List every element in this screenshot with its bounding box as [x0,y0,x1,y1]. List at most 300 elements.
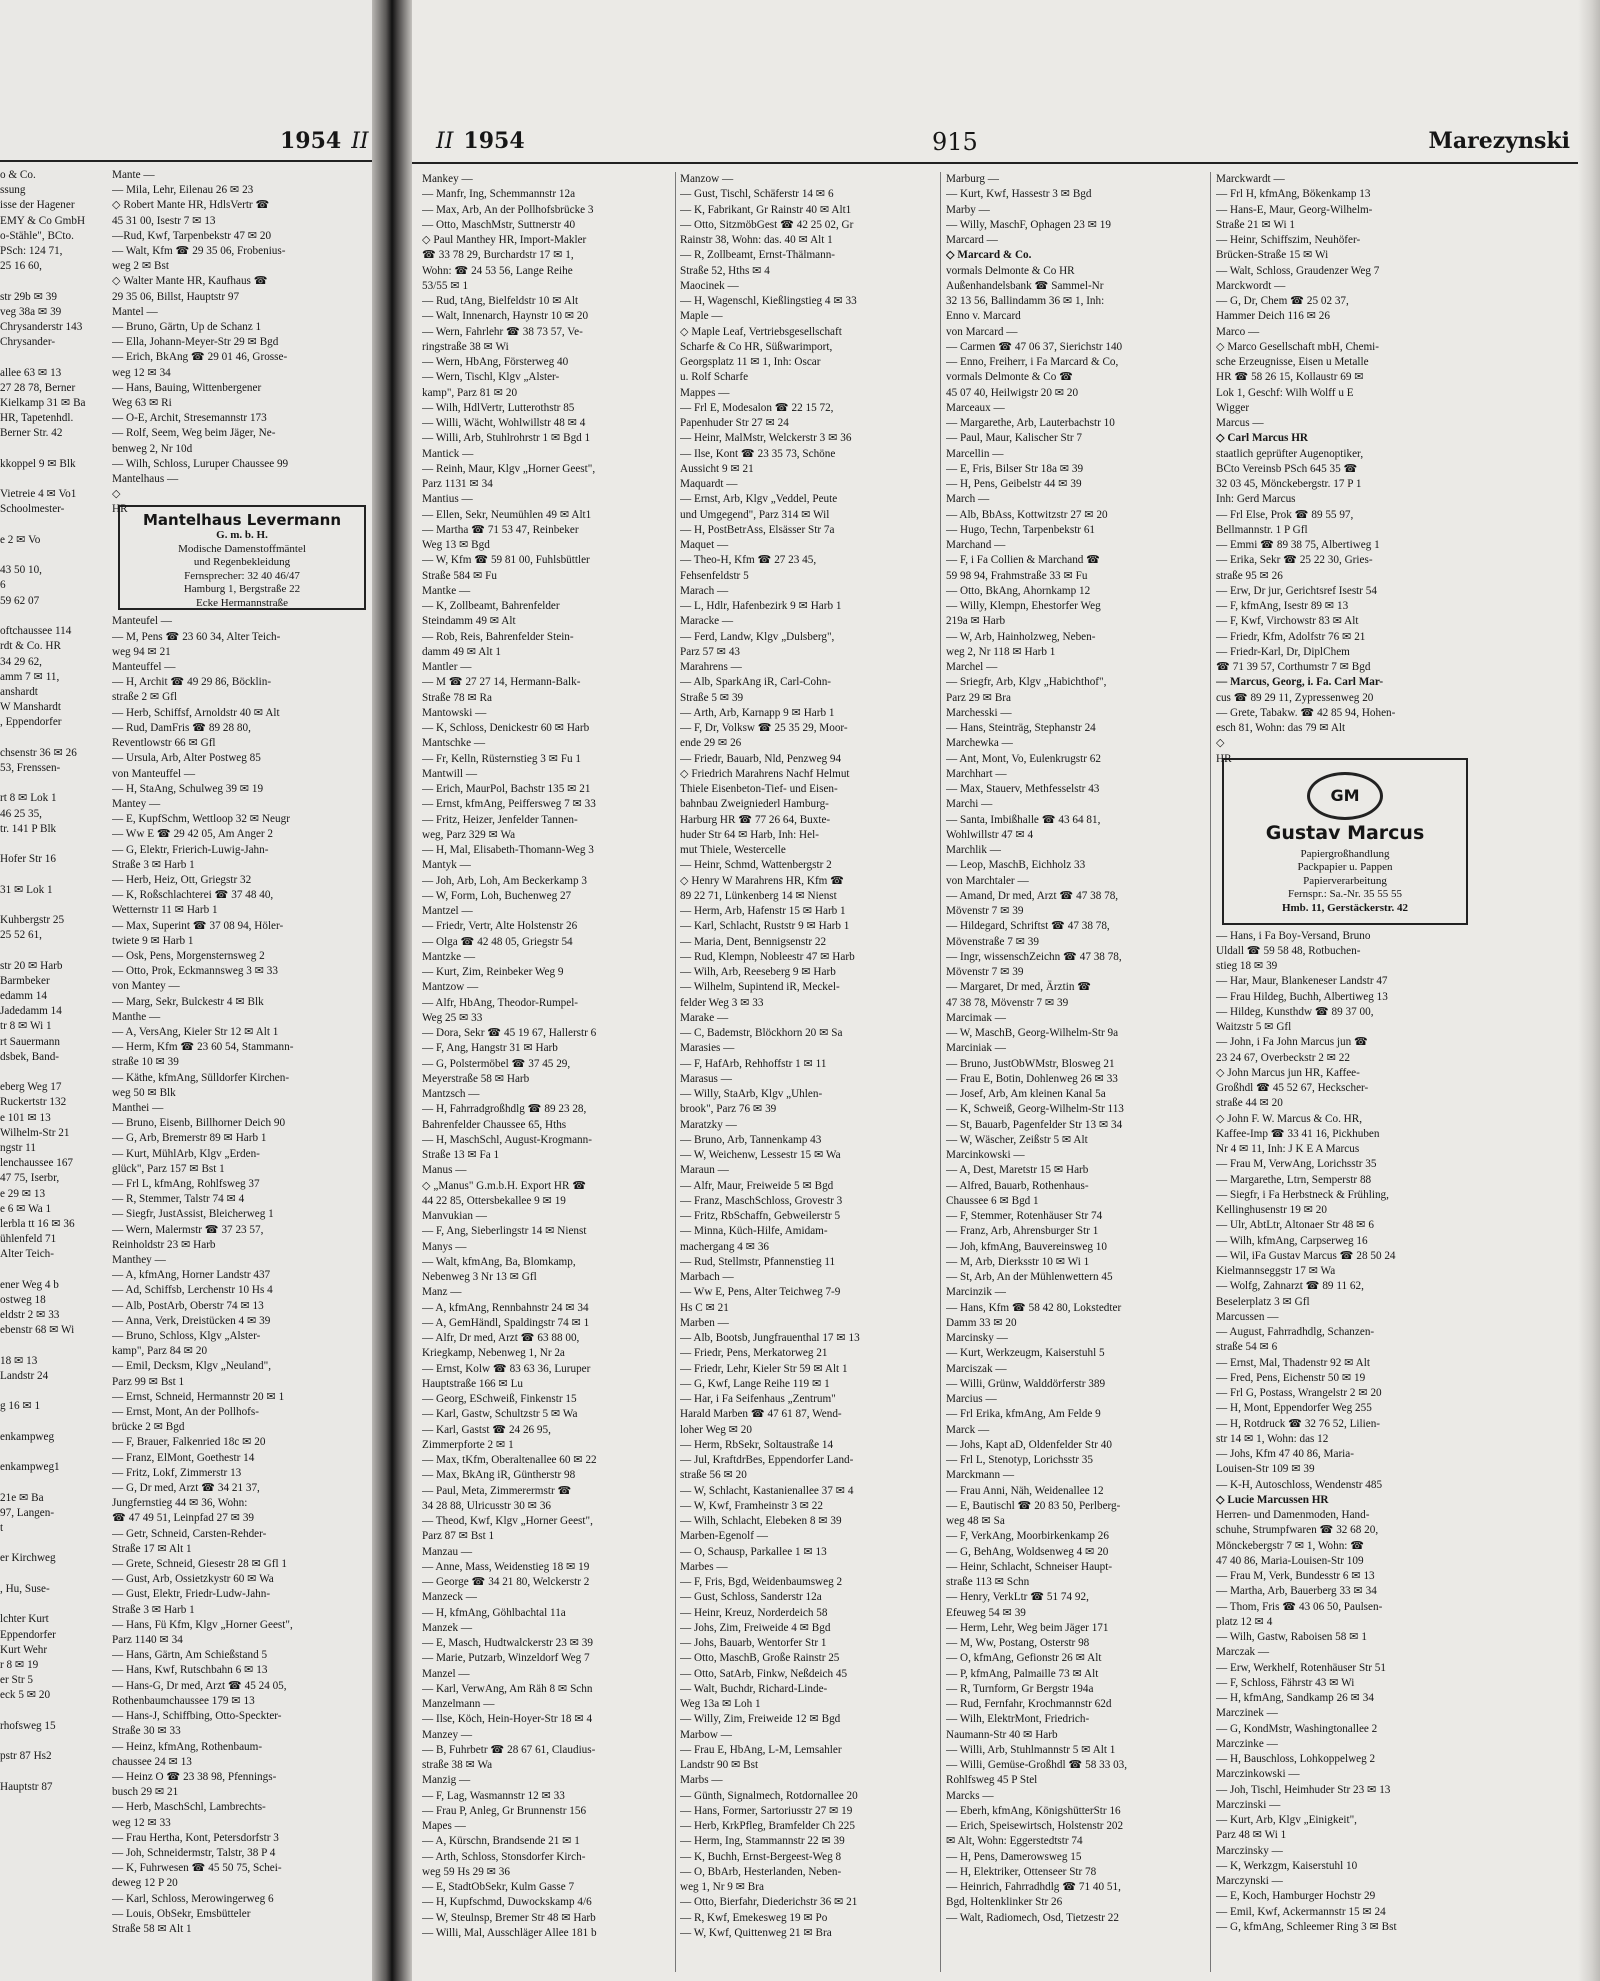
directory-entry: ◇ Paul Manthey HR, Import-Makler [422,234,587,246]
directory-entry: ostweg 18 [0,1294,46,1307]
directory-entry: — Hans-J, Schiffbing, Otto-Speckter- [112,1710,282,1723]
directory-entry: — Käthe, kfmAng, Sülldorfer Kirchen- [112,1071,290,1084]
directory-entry: platz 12 ✉ 4 [1216,1615,1273,1628]
right-page [412,0,1600,1981]
directory-entry: — Sriegfr, Arb, Klgv „Habichthof", [946,676,1107,689]
directory-entry: — Margaret, Dr med, Ärztin ☎ [946,981,1092,994]
surname-heading: Mante — [112,169,155,181]
directory-entry [0,1475,110,1490]
directory-entry: — Martha ☎ 71 53 47, Reinbeker [422,523,579,536]
surname-heading: Manz — [422,1286,462,1299]
directory-entry: Ruckertstr 132 [0,1096,67,1109]
surname-heading: Mantzow — [422,981,479,994]
surname-heading: Marcinsky — [946,1332,1008,1344]
directory-entry: — M ☎ 27 27 14, Hermann-Balk- [422,676,581,689]
surname-heading: Mantzsch — [422,1088,480,1100]
surname-heading: Marchewka — [946,737,1013,750]
directory-entry: — Hans, Fü Kfm, Klgv „Horner Geest", [112,1618,293,1631]
directory-entry: — E, Koch, Hamburger Hochstr 29 [1216,1890,1376,1903]
gustav-marcus-ad [1222,758,1468,925]
directory-entry: — Georg, ESchweiß, Finkenstr 15 [422,1393,577,1405]
directory-entry: — F, Ang, Sieberlingstr 14 ✉ Nienst [422,1225,587,1238]
directory-entry: — Hans, Former, Sartoriusstr 27 ✉ 19 [680,1804,853,1817]
directory-entry: — Walt, Buchdr, Richard-Linde- [680,1682,828,1695]
directory-entry: — G, BehAng, Woldsenweg 4 ✉ 20 [946,1545,1109,1558]
directory-entry: Kuhbergstr 25 [0,913,65,926]
directory-entry: edamm 14 [0,989,47,1002]
directory-entry: — Kurt, Zim, Reinbeker Weg 9 [422,966,564,978]
directory-entry: , Hu, Suse- [0,1582,50,1595]
directory-entry: ☎ 71 39 57, Corthumstr 7 ✉ Bgd [1216,661,1371,673]
directory-entry: — F, Fris, Bgd, Weidenbaumsweg 2 [680,1576,843,1588]
guide-word: Marezynski [1428,128,1570,154]
directory-entry: — Erich, Speisewirtsch, Holstenstr 202 [946,1820,1124,1832]
directory-entry: vormals Delmonte & Co ☎ [946,371,1074,384]
directory-entry: — R, Zollbeamt, Ernst-Thälmann- [680,249,836,262]
directory-entry [0,350,110,365]
surname-heading: Mantyk — [422,859,471,872]
directory-entry: o & Co. [0,169,36,181]
directory-entry: — Gust, Arb, Ossietzkystr 60 ✉ Wa [112,1573,274,1586]
directory-entry: — W, Weichenw, Lessestr 15 ✉ Wa [680,1149,841,1161]
surname-heading: Mantzke — [422,950,476,963]
directory-entry [0,867,110,882]
directory-entry: — Henry, VerkLtr ☎ 51 74 92, [946,1591,1089,1604]
surname-heading: Maple — [680,310,723,323]
directory-entry: — Frau Hertha, Kont, Petersdorfstr 3 [112,1831,279,1844]
directory-entry: — Max, Arb, An der Pollhofsbrücke 3 [422,203,594,216]
directory-entry: — Max, tKfm, Oberaltenallee 60 ✉ 22 [422,1454,597,1466]
directory-entry: — Joh, kfmAng, Bauvereinsweg 10 [946,1240,1107,1253]
directory-entry: — Erich, BkAng ☎ 29 01 46, Grosse- [112,351,288,364]
directory-column-1 [422,172,674,1941]
directory-entry: Rothenbaumchaussee 179 ✉ 13 [112,1694,255,1707]
directory-entry: Mövenstr 7 ✉ 39 [946,905,1024,917]
directory-entry: 34 28 88, Ulricusstr 30 ✉ 36 [422,1499,552,1512]
directory-entry: Papenhuder Str 27 ✉ 24 [680,417,789,429]
left-main-column [112,168,366,1937]
directory-entry: weg 94 ✉ 21 [112,645,171,658]
column-divider [940,172,941,1972]
directory-entry: — Herb, Schiffsf, Arnoldstr 40 ✉ Alt [112,706,280,719]
directory-entry: — Fritz, Heizer, Jenfelder Tannen- [422,813,578,826]
directory-entry: 31 ✉ Lok 1 [0,883,53,896]
directory-entry: — Otto, SatArb, Finkw, Neßdeich 45 [680,1667,848,1680]
directory-entry: — Santa, Imbißhalle ☎ 43 64 81, [946,813,1101,826]
directory-entry: ener Weg 4 b [0,1278,59,1291]
directory-entry: ◇ Henry W Marahrens HR, Kfm ☎ [680,874,845,887]
directory-entry: lerbla tt 16 ✉ 36 [0,1218,75,1231]
surname-heading: Manus — [422,1164,467,1177]
directory-entry: glück", Parz 157 ✉ Bst 1 [112,1162,225,1175]
directory-entry: — Jul, KraftdrBes, Eppendorfer Land- [680,1454,854,1466]
directory-entry: — Willy, Zim, Freiweide 12 ✉ Bgd [680,1713,841,1726]
surname-heading: Mantius — [422,493,473,506]
surname-heading: Maraun — [680,1164,729,1177]
directory-entry: — Hans, Bauing, Wittenbergener [112,381,262,394]
directory-entry [0,1065,110,1080]
directory-entry: Uldall ☎ 59 58 48, Rotbuchen- [1216,944,1361,957]
directory-entry: — G, Elektr, Frierich-Luwig-Jahn- [112,843,269,856]
directory-entry: — E, Masch, Hudtwalckerstr 23 ✉ 39 [422,1637,593,1649]
directory-entry: Aussicht 9 ✉ 21 [680,462,754,475]
page-edge [1578,0,1600,1981]
directory-entry: — Wilh, HdlVertr, Lutterothstr 85 [422,401,575,414]
directory-entry: Kielkamp 31 ✉ Ba [0,397,86,410]
directory-entry: — E, StadtObSekr, Kulm Gasse 7 [422,1881,575,1893]
directory-entry: Steindamm 49 ✉ Alt [422,615,516,628]
directory-entry: chsenstr 36 ✉ 26 [0,746,77,759]
directory-entry: Chaussee 6 ✉ Bgd 1 [946,1194,1039,1207]
directory-entry: — Alb, PostArb, Oberstr 74 ✉ 13 [112,1299,264,1312]
directory-entry: 43 50 10, [0,564,42,577]
directory-entry: — Walt, Innenarch, Haynstr 10 ✉ 20 [422,310,589,323]
directory-entry: Wohlwillstr 47 ✉ 4 [946,828,1034,841]
directory-entry: Straße 21 ✉ Wi 1 [1216,218,1295,231]
directory-entry: — Frl E, Modesalon ☎ 22 15 72, [680,401,834,414]
directory-entry: Wilhelm-Str 21 [0,1126,70,1139]
left-page-year: 1954 [280,128,342,154]
surname-heading: Mantowski — [422,706,487,719]
directory-entry: — Willi, Arb, Stuhlrohrstr 1 ✉ Bgd 1 [422,432,591,445]
surname-heading: Marbs — [680,1774,723,1787]
directory-entry: ende 29 ✉ 26 [680,737,742,750]
directory-entry [0,1734,110,1749]
surname-heading: Marcimak — [946,1011,1006,1024]
directory-entry: — Alfred, Bauarb, Rothenhaus- [946,1179,1089,1192]
surname-heading: Manteuffel — [112,661,176,674]
directory-entry: weg 50 ✉ Blk [112,1086,176,1099]
directory-entry: — Dora, Sekr ☎ 45 19 67, Hallerstr 6 [422,1027,597,1039]
directory-entry: — Hildegard, Schriftst ☎ 47 38 78, [946,920,1110,933]
directory-entry: — A, kfmAng, Rennbahnstr 24 ✉ 34 [422,1301,589,1314]
directory-entry: weg, Parz 329 ✉ Wa [422,828,516,841]
directory-entry: Straße 3 ✉ Harb 1 [112,858,195,871]
directory-entry: 21e ✉ Ba [0,1491,44,1504]
right-page-year: 1954 [463,128,525,154]
directory-entry: — Bruno, Eisenb, Billhorner Deich 90 [112,1117,286,1130]
directory-entry: Brücken-Straße 15 ✉ Wi [1216,249,1329,262]
directory-entry: — Mila, Lehr, Eilenau 26 ✉ 23 [112,184,254,197]
directory-entry: — M, Arb, Dierksstr 10 ✉ Wi 1 [946,1255,1090,1268]
directory-entry: — M, Ww, Postang, Osterstr 98 [946,1637,1090,1649]
directory-entry: — W, Steulnsp, Bremer Str 48 ✉ Harb [422,1911,596,1924]
directory-entry: — Franz, MaschSchloss, Grovestr 3 [680,1194,843,1207]
directory-entry: — Ella, Johann-Meyer-Str 29 ✉ Bgd [112,336,279,349]
directory-entry: — Heinrich, Fahrradhdlg ☎ 71 40 51, [946,1881,1121,1893]
directory-entry: 44 22 85, Ottersbekallee 9 ✉ 19 [422,1194,566,1207]
directory-entry: — Hugo, Techn, Tarpenbekstr 61 [946,523,1096,536]
directory-entry [0,1567,110,1582]
directory-entry: — Rob, Reis, Bahrenfelder Stein- [422,630,574,643]
directory-entry: — Frau M, Verk, Bundesstr 6 ✉ 13 [1216,1570,1375,1582]
directory-entry: r 8 ✉ 19 [0,1658,39,1671]
directory-entry: dsbek, Band- [0,1050,60,1063]
directory-entry: chaussee 24 ✉ 13 [112,1755,192,1768]
directory-entry [0,731,110,746]
directory-column-2 [680,172,932,1941]
directory-entry: — Walt, Schloss, Graudenzer Weg 7 [1216,264,1380,277]
directory-entry: — Willy, Klempn, Ehestorfer Weg [946,600,1101,612]
directory-entry: Rainstr 38, Wohn: das. 40 ✉ Alt 1 [680,234,833,246]
directory-entry: — Carmen ☎ 47 06 37, Sierichstr 140 [946,340,1123,353]
directory-entry: eldstr 2 ✉ 33 [0,1309,60,1322]
directory-entry: Parz 1131 ✉ 34 [422,478,493,490]
directory-entry: — Ursula, Arb, Alter Postweg 85 [112,752,261,765]
surname-heading: Mantzel — [422,905,473,917]
directory-entry: — Otto, SitzmöbGest ☎ 42 25 02, Gr [680,218,854,231]
directory-entry: — Willi, Grünw, Walddörferstr 389 [946,1377,1106,1390]
surname-heading: Marcks — [946,1789,994,1802]
directory-entry: — Hans, i Fa Boy-Versand, Bruno [1216,929,1371,942]
directory-entry: — Johs, Kapt aD, Oldenfelder Str 40 [946,1438,1112,1451]
directory-entry: allee 63 ✉ 13 [0,366,62,379]
surname-heading: Manteufel — [112,615,172,628]
directory-entry: ☎ 33 78 29, Burchardstr 17 ✉ 1, [422,249,574,262]
directory-entry: Damm 33 ✉ 20 [946,1316,1017,1329]
directory-entry: — W, MaschB, Georg-Wilhelm-Str 9a [946,1027,1119,1039]
surname-heading: Manthei — [112,1101,164,1114]
directory-entry: — Ilse, Köch, Hein-Hoyer-Str 18 ✉ 4 [422,1713,593,1726]
directory-entry: — Kurt, Werkzeugm, Kaiserstuhl 5 [946,1347,1105,1360]
left-page-volume: II [351,129,369,154]
directory-entry: Rohlfsweg 45 P Stel [946,1774,1038,1787]
surname-heading: Marahrens — [680,661,742,673]
directory-entry: esch 81, Wohn: das 79 ✉ Alt [1216,722,1346,734]
surname-heading: Marchel — [946,661,998,673]
directory-entry: — Alb, SparkAng iR, Carl-Cohn- [680,676,832,689]
directory-entry: kamp", Parz 81 ✉ 20 [422,386,518,399]
left-fragment-column [0,168,110,1795]
directory-entry: — Rud, DamFris ☎ 89 28 80, [112,721,251,734]
directory-entry: — Rud, Klempn, Nobleestr 47 ✉ Harb [680,950,855,963]
directory-entry: — W, Kfm ☎ 59 81 00, Fuhlsbüttler [422,554,590,567]
directory-entry: — Herm, Ing, Stammannstr 22 ✉ 39 [680,1835,845,1848]
directory-entry: — Margarethe, Arb, Lauterbachstr 10 [946,417,1115,429]
directory-entry: Nr 4 ✉ 11, Inh: J K E A Marcus [1216,1143,1360,1155]
surname-heading: Marczinski — [1216,1798,1281,1811]
directory-entry: vormals Delmonte & Co HR [946,264,1075,277]
directory-entry: Zimmerpforte 2 ✉ 1 [422,1438,514,1451]
surname-heading: Mappes — [680,386,730,399]
surname-heading: Marczinkowski — [1216,1768,1300,1781]
directory-entry: straße 56 ✉ 20 [680,1469,747,1482]
directory-entry [0,776,110,791]
directory-entry: — F, Schloss, Fährstr 43 ✉ Wi [1216,1676,1355,1689]
directory-entry: — F, kfmAng, Isestr 89 ✉ 13 [1216,600,1349,612]
directory-entry: stieg 18 ✉ 39 [1216,960,1278,972]
directory-entry: — Herb, KrkPfleg, Bramfelder Ch 225 [680,1820,855,1832]
ad-margin-label: HR [112,503,128,516]
directory-entry: — Marg, Sekr, Bulckestr 4 ✉ Blk [112,995,264,1008]
directory-entry: — Heinr, Schmd, Wattenbergstr 2 [680,859,832,872]
directory-entry: — Frl L, Stenotyp, Lorichsstr 35 [946,1454,1093,1466]
right-page-volume: II [436,129,454,154]
directory-entry: — H, Pens, Geibelstr 44 ✉ 39 [946,478,1082,490]
directory-entry: — Frl Else, Prok ☎ 89 55 97, [1216,508,1354,521]
directory-entry: — G, Dr med, Arzt ☎ 34 21 37, [112,1482,260,1495]
surname-heading: Marbes — [680,1560,728,1573]
directory-entry: str 29b ✉ 39 [0,290,57,303]
directory-entry: — Frl G, Postass, Wrangelstr 2 ✉ 20 [1216,1387,1382,1399]
ad-address: Hmb. 11, Gerstäckerstr. 42 [1281,901,1409,914]
directory-entry: 25 52 61, [0,929,42,942]
directory-entry: — Rud, Fernfahr, Krochmannstr 62d [946,1698,1112,1710]
directory-entry: — E, Bautischl ☎ 20 83 50, Perlberg- [946,1499,1121,1512]
directory-entry: HR ☎ 58 26 15, Kollaustr 69 ✉ [1216,371,1364,384]
directory-entry: Großhdl ☎ 45 52 67, Heckscher- [1216,1082,1369,1094]
directory-entry: Efeuweg 54 ✉ 39 [946,1606,1026,1619]
directory-entry: — Joh, Schneidermstr, Talstr, 38 P 4 [112,1846,276,1859]
directory-entry: ✉ Alt, Wohn: Eggerstedtstr 74 [946,1835,1083,1848]
ad-line: Hamburg 1, Bergstraße 22 [183,583,301,596]
directory-entry: Weg 13a ✉ Loh 1 [680,1698,761,1710]
directory-entry: Weg 63 ✉ Ri [112,397,172,410]
directory-entry: — Har, Maur, Blankeneser Landstr 47 [1216,975,1388,988]
directory-entry: Naumann-Str 40 ✉ Harb [946,1728,1058,1741]
directory-entry: — Hans, Kfm ☎ 58 42 80, Lokstedter [946,1301,1122,1314]
directory-entry: er Str 5 [0,1674,33,1687]
directory-entry: Parz 48 ✉ Wi 1 [1216,1829,1287,1842]
directory-entry: straße 113 ✉ Schn [946,1576,1030,1588]
directory-entry: straße 38 ✉ Wa [422,1759,493,1771]
surname-heading: Marczinsky — [1216,1844,1283,1857]
directory-entry: EMY & Co GmbH [0,214,86,227]
surname-heading: Marburg — [946,173,999,185]
directory-entry: e 101 ✉ 13 [0,1111,51,1124]
directory-entry: tr. 141 P Blk [0,822,57,835]
directory-entry: und Umgegend", Parz 314 ✉ Wil [680,508,830,521]
directory-entry [0,1536,110,1551]
directory-entry: — Rud, tAng, Bielfeldstr 10 ✉ Alt [422,295,579,307]
directory-entry: Vietreie 4 ✉ Vo1 [0,488,77,501]
directory-entry: — Karl, Gastw, Schultzstr 5 ✉ Wa [422,1408,578,1421]
ad-line: Fernsprecher: 32 40 46/47 [184,569,300,582]
directory-entry: Enno v. Marcard [946,310,1021,323]
directory-entry: — Franz, ElMont, Goethestr 14 [112,1451,255,1464]
directory-entry: ngstr 11 [0,1142,36,1154]
directory-entry [0,1339,110,1354]
directory-entry [0,1263,110,1278]
directory-entry: — Ellen, Sekr, Neumühlen 49 ✉ Alt1 [422,508,592,521]
directory-entry: 18 ✉ 13 [0,1354,38,1367]
directory-entry: — Reinh, Maur, Klgv „Horner Geest", [422,462,596,475]
directory-entry: ssung [0,184,26,197]
directory-entry: — H, kfmAng, Göhlbachtal 11a [422,1606,566,1619]
directory-entry: — Johs, Kfm 47 40 86, Maria- [1216,1448,1354,1460]
directory-entry: — Friedr, Kfm, Adolfstr 76 ✉ 21 [1216,630,1366,643]
directory-entry: Parz 87 ✉ Bst 1 [422,1530,495,1543]
directory-entry: — Herb, MaschSchl, Lambrechts- [112,1801,266,1814]
ad-line: Papierverarbeitung [1303,874,1387,887]
directory-entry: — Karl, VerwAng, Am Räh 8 ✉ Schn [422,1682,593,1695]
directory-entry: ◇ Friedrich Marahrens Nachf Helmut [680,767,850,780]
surname-heading: Marcellin — [946,447,1004,460]
directory-entry: — Wilh, Schloss, Luruper Chaussee 99 [112,457,289,470]
directory-entry: str 14 ✉ 1, Wohn: das 12 [1216,1432,1329,1445]
directory-entry: — Johs, Bauarb, Wentorfer Str 1 [680,1637,827,1649]
directory-entry: 53/55 ✉ 1 [422,279,469,292]
directory-entry: — Joh, Arb, Loh, Am Beckerkamp 3 [422,874,587,887]
directory-entry: — Frau M, VerwAng, Lorichsstr 35 [1216,1158,1377,1171]
directory-entry: Wohn: ☎ 24 53 56, Lange Reihe [422,264,573,277]
directory-entry: Hammer Deich 116 ✉ 26 [1216,310,1330,323]
directory-entry: ◇ [112,488,121,501]
directory-entry: — Ilse, Kont ☎ 23 35 73, Schöne [680,447,836,460]
directory-entry: — Wilh, Arb, Reeseberg 9 ✉ Harb [680,966,836,978]
directory-entry: — Heinr, Schlacht, Schneiser Haupt- [946,1560,1113,1573]
directory-entry [0,1415,110,1430]
directory-entry: Parz 99 ✉ Bst 1 [112,1375,185,1388]
directory-entry: — Hans, Gärtn, Am Schießstand 5 [112,1649,268,1662]
directory-entry: — Karl, Gastst ☎ 24 26 95, [422,1423,551,1436]
directory-entry: — Wern, HbAng, Försterweg 40 [422,356,569,368]
directory-entry: Außenhandelsbank ☎ Sammel-Nr [946,279,1104,292]
surname-heading: March — [946,493,990,506]
directory-entry: ◇ [1216,737,1225,750]
directory-entry [0,1597,110,1612]
logo-letters: GM [1330,785,1360,805]
directory-entry: — Fr, Kelln, Rüsternstieg 3 ✉ Fu 1 [422,752,582,765]
directory-entry: Scharfe & Co HR, Süßwarimport, [680,340,833,353]
directory-entry: — Otto, MaschMstr, Suttnerstr 40 [422,218,576,231]
directory-entry: schuhe, Strumpfwaren ☎ 32 68 20, [1216,1524,1379,1537]
directory-entry: Wigger [1216,401,1250,414]
directory-entry: — Fritz, RbSchaffn, Gebweilerstr 5 [680,1210,841,1222]
directory-entry: — O-E, Archit, Stresemannstr 173 [112,412,267,425]
directory-entry: — Heinz O ☎ 23 38 98, Pfennings- [112,1770,277,1783]
directory-entry: — Herb, Heiz, Ott, Griegstr 32 [112,873,252,886]
surname-heading: Manvukian — [422,1210,487,1222]
directory-entry: Meyerstraße 58 ✉ Harb [422,1072,530,1085]
directory-entry: 46 25 35, [0,807,42,820]
directory-entry: — Hans, Kwf, Rutschbahn 6 ✉ 13 [112,1664,268,1677]
directory-entry: — K, Schloss, Denickestr 60 ✉ Harb [422,722,590,734]
directory-entry: — Willi, Arb, Stuhlmannstr 5 ✉ Alt 1 [946,1743,1116,1756]
surname-heading: Marciszak — [946,1362,1007,1375]
directory-entry: 45 07 40, Heilwigstr 20 ✉ 20 [946,386,1079,399]
directory-entry: — F, Kwf, Virchowstr 83 ✉ Alt [1216,615,1359,628]
directory-entry: Schoolmester- [0,503,65,516]
directory-entry: — Har, i Fa Seifenhaus „Zentrum" [680,1393,836,1405]
directory-entry: — Erich, MaurPol, Bachstr 135 ✉ 21 [422,783,591,795]
directory-entry: Nebenweg 3 Nr 13 ✉ Gfl [422,1271,537,1283]
directory-entry: Landstr 24 [0,1370,49,1383]
directory-entry: ◇ Marco Gesellschaft mbH, Chemi- [1216,340,1380,353]
directory-entry: Bahrenfelder Chaussee 65, Hths [422,1118,567,1131]
directory-entry: — F, Lag, Wasmannstr 12 ✉ 33 [422,1789,565,1802]
directory-entry: — Max, Stauerv, Methfesselstr 43 [946,783,1100,795]
directory-entry: Waitzstr 5 ✉ Gfl [1216,1021,1292,1033]
directory-entry: Louisen-Str 109 ✉ 39 [1216,1463,1315,1476]
directory-entry: — C, Bademstr, Blöckhorn 20 ✉ Sa [680,1027,843,1039]
directory-entry: — Louis, ObSekr, Emsbütteler [112,1907,251,1920]
directory-entry: — O, kfmAng, Gefionstr 26 ✉ Alt [946,1652,1102,1665]
directory-entry: — M, Pens ☎ 23 60 34, Alter Teich- [112,630,281,643]
directory-entry: — Ernst, Mal, Thadenstr 92 ✉ Alt [1216,1356,1370,1369]
directory-column-4 [1216,172,1468,1935]
surname-heading: Marckmann — [946,1469,1015,1482]
directory-entry: 59 98 94, Frahmstraße 33 ✉ Fu [946,569,1088,582]
surname-heading: Marasus — [680,1072,732,1085]
directory-entry: 29 35 06, Billst, Hauptstr 97 [112,290,240,303]
directory-entry: — H, StaAng, Schulweg 39 ✉ 19 [112,782,264,795]
directory-entry: Chrysanderstr 143 [0,321,83,334]
directory-entry: — Herm, Lehr, Weg beim Jäger 171 [946,1621,1109,1634]
directory-entry: — H, Bauschloss, Lohkoppelweg 2 [1216,1753,1376,1765]
directory-entry: — Frl H, kfmAng, Bökenkamp 13 [1216,188,1371,201]
directory-entry: weg 12 ✉ 34 [112,366,171,379]
